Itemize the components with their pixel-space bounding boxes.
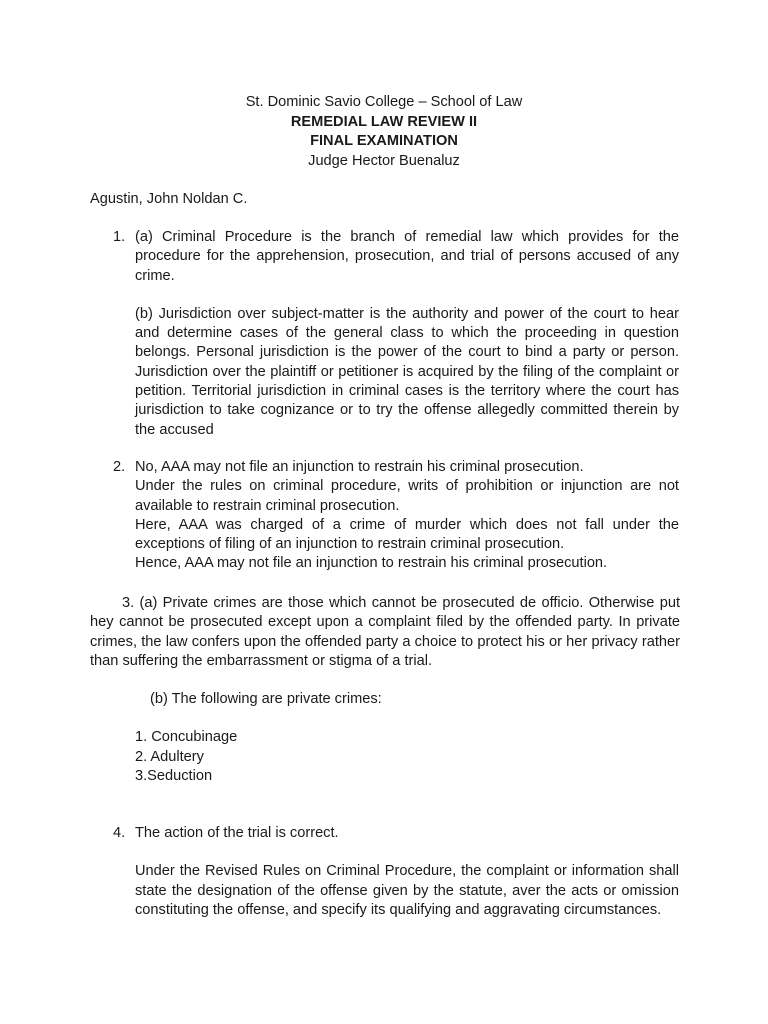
judge-name: Judge Hector Buenaluz [308,152,460,169]
answer-3 [90,594,680,786]
list-item: 1. Concubinage [135,729,238,746]
answer-number: 4. [113,825,126,841]
course-title: REMEDIAL LAW REVIEW II [290,113,478,130]
answer-2-line: No, AAA may not file an injunction to restrain his criminal prosecution. [135,459,584,475]
answer-2-line: Under the rules on criminal procedure, writs of prohibition or injunction are not available to restrain criminal prosecution. [135,478,679,514]
answer-1b: (b) Jurisdiction over subject-matter is the authority and power of the court to hear and determine cases of the general class to which the proceeding in question belongs. Personal jurisdiction is the power of the court to bind a party or person. Jurisdiction over the plaintiff or petitioner is acquired by the filing of the complaint or petition. Territorial jurisdiction in criminal cases is the territory where the court has jurisdiction to take cognizance or to try the offense allegedly committed therein by the accused [135,305,679,438]
list-item: 3.Seduction [135,768,213,785]
answer-number: 1. [113,229,126,245]
list-item: 2. Adultery [135,748,204,765]
answer-3a: 3. (a) Private crimes are those which cannot be prosecuted de officio. Otherwise put hey cannot be prosecuted except upon a complaint filed by the offended party. In private crimes, the law confers upon the offended party a choice to protect his or her privacy rather than suffering the embarrassment or stigma of a trial. [90,595,680,669]
answer-3b: (b) The following are private crimes: [150,691,382,708]
student-name: Agustin, John Noldan C. [90,191,248,207]
answer-2-line: Here, AAA was charged of a crime of murder which does not fall under the exceptions of filing of an injunction to restrain criminal prosecution. [135,516,679,553]
school-name: St. Dominic Savio College – School of Law [245,94,523,110]
answer-4-paragraph: Under the Revised Rules on Criminal Procedure, the complaint or information shall state the designation of the offense given by the statute, aver the acts or omission constituting the offense, and specify its qualifying and aggravating circumstances. [135,863,679,918]
exam-title: FINAL EXAMINATION [310,133,458,149]
private-crimes-list [90,728,680,786]
answer-4-line: The action of the trial is correct. [135,825,339,841]
answer-2-line: Hence, AAA may not file an injunction to restrain his criminal prosecution. [135,555,608,572]
answer-number: 2. [113,459,126,475]
document-header [0,93,768,171]
answer-1a: (a) Criminal Procedure is the branch of remedial law which provides for the procedure for the apprehension, prosecution, and trial of persons accused of any crime. [135,229,679,284]
